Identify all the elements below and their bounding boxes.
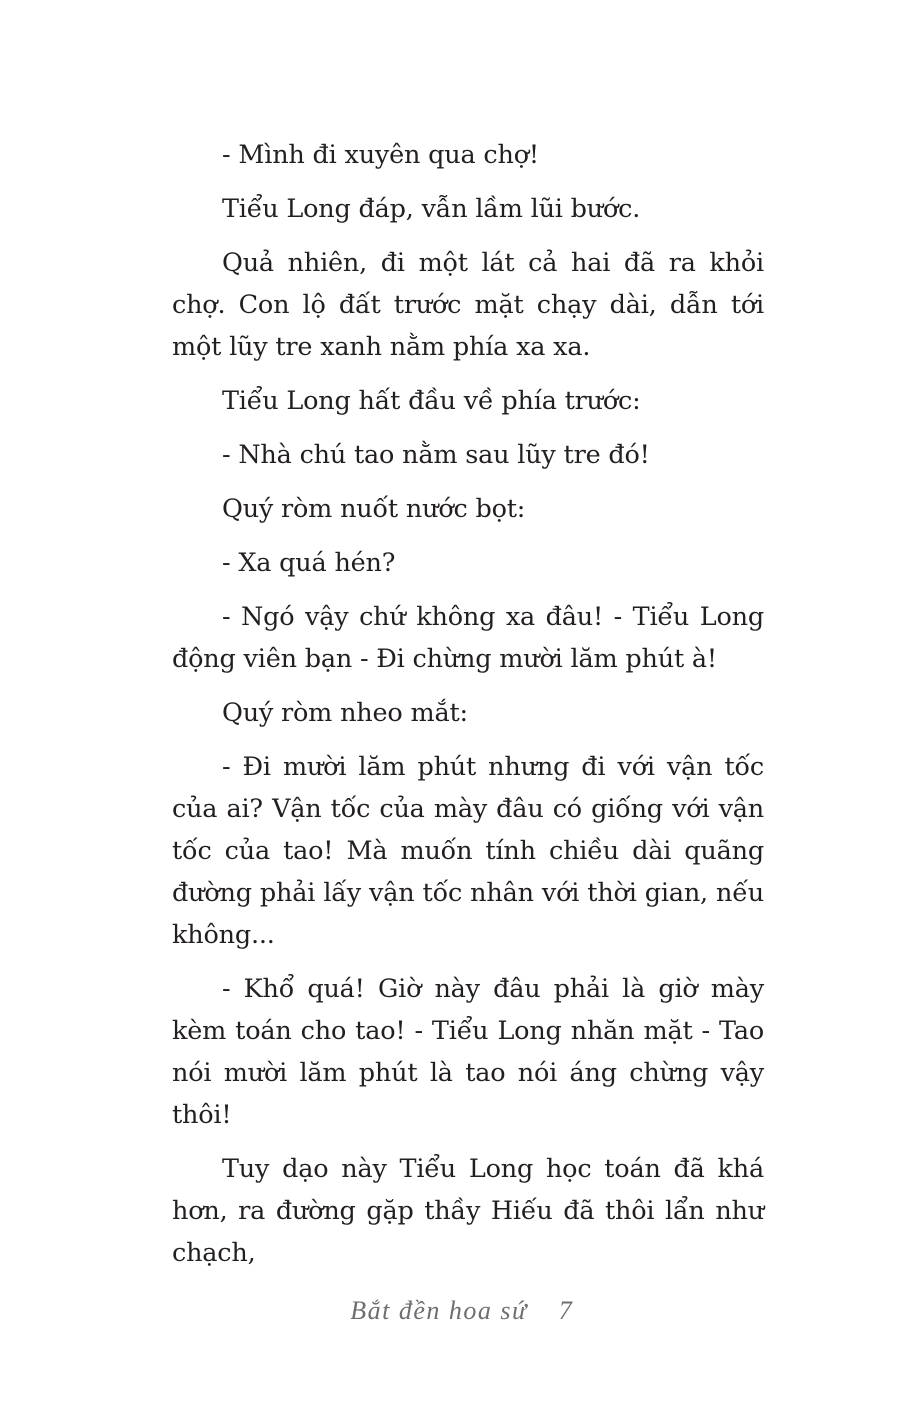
paragraph-5: - Nhà chú tao nằm sau lũy tre đó!: [222, 440, 650, 470]
running-book-title: Bắt đền hoa sứ: [350, 1296, 528, 1325]
page-number: 7: [558, 1296, 572, 1325]
paragraph-3: Quả nhiên, đi một lát cả hai đã ra khỏi chợ. Con lộ đất trước mặt chạy dài, dẫn tới một lũy tre xanh nằm phía xa xa.: [172, 248, 764, 362]
paragraph-6: Quý ròm nuốt nước bọt:: [222, 494, 526, 524]
paragraph-2: Tiểu Long đáp, vẫn lầm lũi bước.: [222, 194, 641, 224]
paragraph-10: - Đi mười lăm phút nhưng đi với vận tốc của ai? Vận tốc của mày đâu có giống với vận tốc của tao! Mà muốn tính chiều dài quãng đường phải lấy vận tốc nhân với thời gian, nếu không...: [172, 752, 764, 950]
paragraph-12: Tuy dạo này Tiểu Long học toán đã khá hơn, ra đường gặp thầy Hiếu đã thôi lẩn như chạch,: [172, 1154, 764, 1268]
paragraph-1: - Mình đi xuyên qua chợ!: [222, 140, 539, 170]
paragraph-7: - Xa quá hén?: [222, 548, 396, 578]
page-footer: [0, 1296, 922, 1326]
page-body: [172, 134, 764, 1286]
paragraph-11: - Khổ quá! Giờ này đâu phải là giờ mày kèm toán cho tao! - Tiểu Long nhăn mặt - Tao nói mười lăm phút là tao nói áng chừng vậy thôi!: [172, 974, 764, 1130]
paragraph-9: Quý ròm nheo mắt:: [222, 698, 468, 728]
paragraph-4: Tiểu Long hất đầu về phía trước:: [222, 386, 641, 416]
paragraph-8: - Ngó vậy chứ không xa đâu! - Tiểu Long động viên bạn - Đi chừng mười lăm phút à!: [172, 602, 764, 674]
